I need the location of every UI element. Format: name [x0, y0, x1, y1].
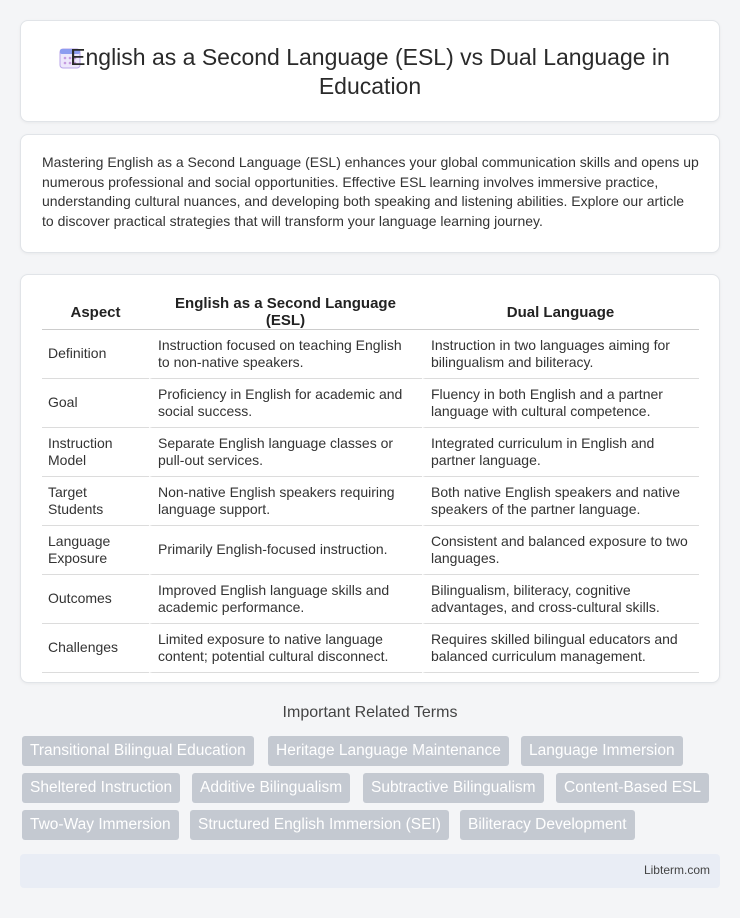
aspect-cell: Instruction Model — [42, 428, 149, 477]
title-card — [20, 20, 720, 122]
comparison-table-card — [20, 274, 720, 683]
header-dual: Dual Language — [422, 295, 699, 330]
table-row — [42, 526, 699, 575]
related-term-tag[interactable]: Structured English Immersion (SEI) — [190, 810, 449, 840]
table-row — [42, 428, 699, 477]
intro-paragraph: Mastering English as a Second Language (ESL) enhances your global communication skills and opens up numerous professional and social opportunities. Effective ESL learning involves immersive practice, understanding cultural nuances, and developing both speaking and listening abilities. Explore our article to discover practical strategies that will transform your language learning journey. — [42, 154, 699, 229]
page-title: English as a Second Language (ESL) vs Dual Language in Education — [70, 44, 670, 99]
table-row — [42, 379, 699, 428]
table-row — [42, 330, 699, 379]
related-term-tag[interactable]: Sheltered Instruction — [22, 773, 180, 803]
table-header-row — [42, 295, 699, 330]
related-term-tag[interactable]: Biliteracy Development — [460, 810, 635, 840]
table-row — [42, 624, 699, 673]
related-term-tag[interactable]: Content-Based ESL — [556, 773, 709, 803]
related-term-tag[interactable]: Language Immersion — [521, 736, 683, 766]
comparison-table — [42, 295, 699, 673]
esl-cell: Primarily English-focused instruction. — [149, 526, 422, 575]
esl-cell: Proficiency in English for academic and social success. — [149, 379, 422, 428]
related-term-tag[interactable]: Two-Way Immersion — [22, 810, 179, 840]
related-term-tag[interactable]: Transitional Bilingual Education — [22, 736, 254, 766]
dual-cell: Consistent and balanced exposure to two languages. — [422, 526, 699, 575]
esl-cell: Instruction focused on teaching English to non-native speakers. — [149, 330, 422, 379]
dual-cell: Instruction in two languages aiming for bilingualism and biliteracy. — [422, 330, 699, 379]
footer-site-link[interactable]: Libterm.com — [643, 863, 710, 877]
aspect-cell: Outcomes — [42, 575, 149, 624]
intro-card — [20, 134, 720, 253]
header-esl: English as a Second Language (ESL) — [149, 295, 422, 330]
aspect-cell: Definition — [42, 330, 149, 379]
table-row — [42, 575, 699, 624]
aspect-cell: Language Exposure — [42, 526, 149, 575]
footer — [20, 854, 720, 888]
esl-cell: Separate English language classes or pull-out services. — [149, 428, 422, 477]
esl-cell: Improved English language skills and academic performance. — [149, 575, 422, 624]
aspect-cell: Goal — [42, 379, 149, 428]
dual-cell: Both native English speakers and native speakers of the partner language. — [422, 477, 699, 526]
dual-cell: Bilingualism, biliteracy, cognitive advantages, and cross-cultural skills. — [422, 575, 699, 624]
dual-cell: Integrated curriculum in English and partner language. — [422, 428, 699, 477]
related-term-tag[interactable]: Subtractive Bilingualism — [363, 773, 544, 803]
esl-cell: Limited exposure to native language content; potential cultural disconnect. — [149, 624, 422, 673]
related-term-tag[interactable]: Heritage Language Maintenance — [268, 736, 509, 766]
table-row — [42, 477, 699, 526]
esl-cell: Non-native English speakers requiring language support. — [149, 477, 422, 526]
dual-cell: Fluency in both English and a partner language with cultural competence. — [422, 379, 699, 428]
aspect-cell: Target Students — [42, 477, 149, 526]
related-term-tag[interactable]: Additive Bilingualism — [192, 773, 350, 803]
header-aspect: Aspect — [42, 295, 149, 330]
dual-cell: Requires skilled bilingual educators and balanced curriculum management. — [422, 624, 699, 673]
aspect-cell: Challenges — [42, 624, 149, 673]
related-terms-title: Important Related Terms — [282, 704, 458, 721]
